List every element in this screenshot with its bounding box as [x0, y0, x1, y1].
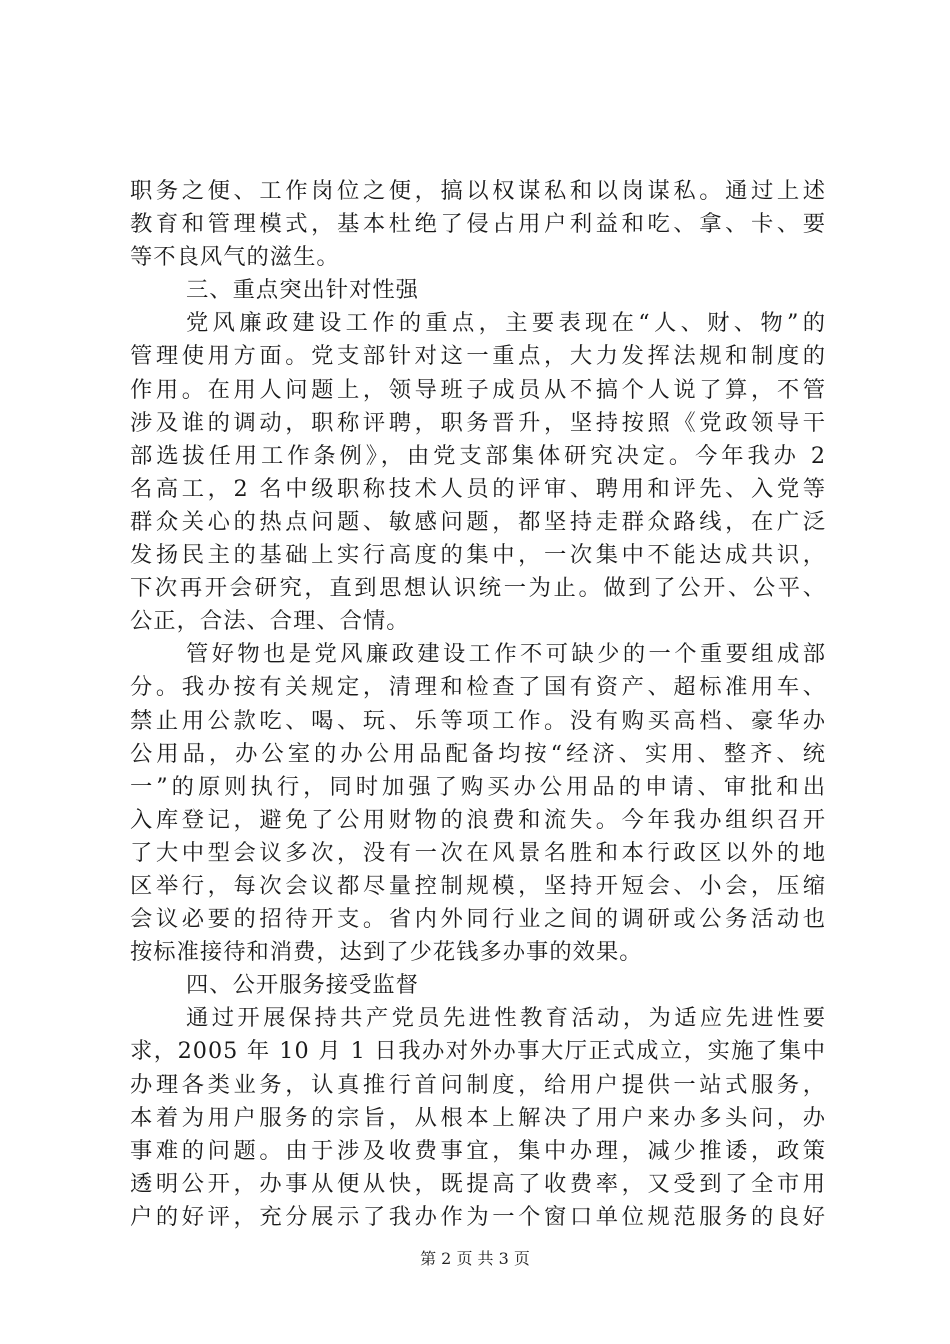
text-line: 一”的原则执行，同时加强了购买办公用品的申请、审批和出: [130, 773, 826, 800]
text-line: 公正，合法、合理、合情。: [130, 608, 410, 635]
text-line: 了大中型会议多次，没有一次在风景名胜和本行政区以外的地: [130, 839, 826, 866]
text-line: 求，2005 年 10 月 1 日我办对外办事大厅正式成立，实施了集中: [130, 1038, 826, 1065]
text-line: 管好物也是党风廉政建设工作不可缺少的一个重要组成部: [186, 641, 826, 668]
text-line: 办理各类业务，认真推行首问制度，给用户提供一站式服务，: [130, 1071, 826, 1098]
text-line: 作用。在用人问题上，领导班子成员从不搞个人说了算，不管: [130, 376, 826, 403]
text-line: 下次再开会研究，直到思想认识统一为止。做到了公开、公平、: [130, 575, 826, 602]
text-line: 分。我办按有关规定，清理和检查了国有资产、超标准用车、: [130, 674, 826, 701]
text-line: 事难的问题。由于涉及收费事宜，集中办理，减少推诿，政策: [130, 1137, 826, 1164]
text-line: 四、公开服务接受监督: [186, 972, 419, 999]
text-line: 三、重点突出针对性强: [186, 277, 419, 304]
text-line: 公用品，办公室的办公用品配备均按“经济、实用、整齐、统: [130, 740, 826, 767]
text-line: 管理使用方面。党支部针对这一重点，大力发挥法规和制度的: [130, 343, 826, 370]
text-line: 等不良风气的滋生。: [130, 244, 340, 271]
text-line: 区举行，每次会议都尽量控制规模，坚持开短会、小会，压缩: [130, 872, 826, 899]
text-line: 透明公开，办事从便从快，既提高了收费率，又受到了全市用: [130, 1170, 826, 1197]
text-line: 部选拔任用工作条例》，由党支部集体研究决定。今年我办 2: [130, 442, 826, 469]
text-line: 会议必要的招待开支。省内外同行业之间的调研或公务活动也: [130, 906, 826, 933]
text-line: 通过开展保持共产党员先进性教育活动，为适应先进性要: [186, 1005, 826, 1032]
text-line: 按标准接待和消费，达到了少花钱多办事的效果。: [130, 939, 643, 966]
text-line: 名高工，2 名中级职称技术人员的评审、聘用和评先、入党等: [130, 475, 826, 502]
text-line: 户的好评，充分展示了我办作为一个窗口单位规范服务的良好: [130, 1203, 826, 1230]
text-line: 本着为用户服务的宗旨，从根本上解决了用户来办多头问，办: [130, 1104, 826, 1131]
document-body: [130, 175, 826, 1234]
text-line: 教育和管理模式，基本杜绝了侵占用户利益和吃、拿、卡、要: [130, 211, 826, 238]
text-line: 职务之便、工作岗位之便，搞以权谋私和以岗谋私。通过上述: [130, 178, 826, 204]
text-line: 党风廉政建设工作的重点，主要表现在“人、财、物”的: [186, 310, 826, 337]
text-line: 涉及谁的调动，职称评聘，职务晋升，坚持按照《党政领导干: [130, 409, 826, 436]
text-line: 禁止用公款吃、喝、玩、乐等项工作。没有购买高档、豪华办: [130, 707, 826, 734]
page-footer: 第 2 页 共 3 页: [420, 1249, 530, 1268]
text-line: 发扬民主的基础上实行高度的集中，一次集中不能达成共识，: [130, 542, 826, 569]
text-line: 群众关心的热点问题、敏感问题，都坚持走群众路线，在广泛: [130, 508, 826, 535]
text-line: 入库登记，避免了公用财物的浪费和流失。今年我办组织召开: [130, 806, 826, 833]
